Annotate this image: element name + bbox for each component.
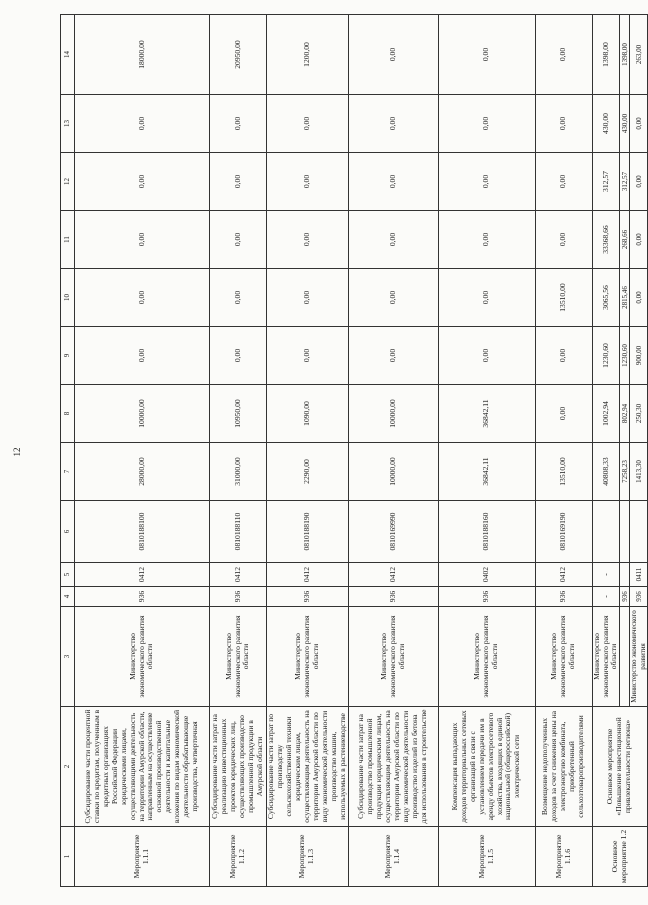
cell-year-value: 0,00 — [630, 153, 648, 211]
measure-name: Компенсация выпадающих доходов территориальных сетевых организаций в связи с установлением передачи им в аренду объектов электросетевого хозяйства, входящих в единой национальной (общероссийской) электрической сети — [438, 707, 535, 827]
cell-year-value: 0,00 — [438, 95, 535, 153]
cell-section — [620, 563, 630, 587]
responsible-ministry: Министерство экономического развития области — [535, 607, 592, 707]
cell-year-value: 1002,94 — [592, 385, 620, 443]
measure-name: Возмещение недополученных доходов за счет снижения цены на электроэнергию комбината, приобретенный сельхозтоваропроизводителями — [535, 707, 592, 827]
measure-name: Субсидирование части затрат по производству сельскохозяйственной техники юридическим лицам, осуществляющим деятельность на территории Амурской области по виду экономической деятельности производство машин, используемых в растениеводстве — [267, 707, 349, 827]
cell-year-value: 0,00 — [267, 153, 349, 211]
column-number: 1 — [61, 827, 75, 887]
cell-total: 1413,30 — [630, 443, 648, 501]
rotated-table-container — [60, 15, 647, 887]
column-number: 13 — [61, 95, 75, 153]
cell-year-value: 0,00 — [210, 211, 267, 269]
table-row — [267, 15, 349, 887]
cell-year-value: 13510,00 — [535, 269, 592, 327]
cell-grbs: 936 — [630, 587, 648, 607]
cell-year-value: 0,00 — [75, 95, 210, 153]
cell-year-value: 1398,00 — [620, 15, 630, 95]
cell-year-value: 0,00 — [267, 327, 349, 385]
table-row — [210, 15, 267, 887]
cell-year-value: 0,00 — [75, 153, 210, 211]
cell-year-value: 18000,00 — [75, 15, 210, 95]
column-number-row — [61, 15, 75, 887]
measure-number: Мероприятие 1.1.3 — [267, 827, 349, 887]
cell-year-value: 250,30 — [630, 385, 648, 443]
cell-target-article: 0810188110 — [210, 501, 267, 563]
responsible-ministry: Министерство экономического развития области — [75, 607, 210, 707]
page-number: 12 — [12, 447, 22, 457]
cell-year-value: 0,00 — [535, 153, 592, 211]
column-number: 8 — [61, 385, 75, 443]
column-number: 5 — [61, 563, 75, 587]
cell-grbs: - — [592, 587, 620, 607]
cell-year-value: 0,00 — [348, 327, 438, 385]
cell-year-value: 0,00 — [535, 95, 592, 153]
responsible-ministry: Министерство экономического развития области — [210, 607, 267, 707]
cell-year-value: 0,00 — [630, 95, 648, 153]
column-number: 9 — [61, 327, 75, 385]
cell-grbs: 936 — [210, 587, 267, 607]
column-number: 11 — [61, 211, 75, 269]
budget-table — [60, 14, 648, 887]
cell-year-value: 0,00 — [438, 327, 535, 385]
cell-total: 2290,00 — [267, 443, 349, 501]
cell-year-value: 36842,11 — [438, 385, 535, 443]
measure-number: Мероприятие 1.1.4 — [348, 827, 438, 887]
cell-year-value: 2815,46 — [620, 269, 630, 327]
cell-target-article: 0810188190 — [267, 501, 349, 563]
column-number: 2 — [61, 707, 75, 827]
cell-year-value: 0,00 — [438, 153, 535, 211]
measure-number: Мероприятие 1.1.5 — [438, 827, 535, 887]
cell-target-article — [620, 501, 630, 563]
table-row — [75, 15, 210, 887]
column-number: 4 — [61, 587, 75, 607]
cell-section: - — [592, 563, 620, 587]
cell-year-value: 10000,00 — [348, 385, 438, 443]
cell-year-value: 312,57 — [592, 153, 620, 211]
cell-grbs: 936 — [535, 587, 592, 607]
column-number: 7 — [61, 443, 75, 501]
column-number: 10 — [61, 269, 75, 327]
column-number: 14 — [61, 15, 75, 95]
cell-year-value: 3065,56 — [592, 269, 620, 327]
cell-total: 13510,00 — [535, 443, 592, 501]
responsible-ministry: Министерство экономического развития области — [592, 607, 620, 707]
cell-year-value: 0,00 — [210, 153, 267, 211]
responsible-ministry — [620, 607, 630, 707]
cell-year-value: 0,00 — [210, 327, 267, 385]
cell-year-value: 0,00 — [535, 385, 592, 443]
cell-grbs: 936 — [267, 587, 349, 607]
measure-name: Субсидирование части затрат на производство промышленной продукции юридическим лицам, осуществляющим деятельность на территории Амурской области по виду экономической деятельности производство изделий из бетона для использования в строительстве — [348, 707, 438, 827]
cell-grbs: 936 — [348, 587, 438, 607]
cell-section: 0412 — [348, 563, 438, 587]
cell-year-value: 0,00 — [348, 269, 438, 327]
table-row — [592, 15, 620, 887]
measure-number: Мероприятие 1.1.6 — [535, 827, 592, 887]
cell-year-value: 0,00 — [348, 15, 438, 95]
cell-year-value: 0,00 — [75, 269, 210, 327]
measure-name: Субсидирование части затрат на реализацию инвестиционных проектов юридических лиц, осуществляющих производство промышленной продукции в Амурской области — [210, 707, 267, 827]
cell-year-value: 0,00 — [75, 211, 210, 269]
cell-total: 40808,33 — [592, 443, 620, 501]
measure-number: Мероприятие 1.1.1 — [75, 827, 210, 887]
measure-number: Мероприятие 1.1.2 — [210, 827, 267, 887]
cell-year-value: 0,00 — [630, 211, 648, 269]
cell-year-value: 900,00 — [630, 327, 648, 385]
cell-year-value: 1200,00 — [267, 15, 349, 95]
cell-section: 0412 — [210, 563, 267, 587]
cell-total: 36842,11 — [438, 443, 535, 501]
cell-year-value: 20950,00 — [210, 15, 267, 95]
cell-total: 31000,00 — [210, 443, 267, 501]
cell-target-article: 0810188100 — [75, 501, 210, 563]
measure-name: Субсидирование части процентной ставки по кредитам, полученным в кредитных организациях Российской Федерации юридическими лицами, осуществляющими деятельность на территории Амурской области, направленным на осуществление основной производственной деятельности и капитальные вложения по видам экономической деятельности обрабатывающие производства, четвертичная — [75, 707, 210, 827]
cell-year-value: 10950,00 — [210, 385, 267, 443]
cell-year-value: 802,94 — [620, 385, 630, 443]
responsible-ministry: Министерство экономического развития области — [348, 607, 438, 707]
cell-grbs: 936 — [438, 587, 535, 607]
table-row — [535, 15, 592, 887]
cell-year-value: 312,57 — [620, 153, 630, 211]
cell-year-value: 0,00 — [210, 95, 267, 153]
cell-year-value: 0,00 — [535, 327, 592, 385]
cell-year-value: 0,00 — [267, 269, 349, 327]
cell-target-article — [592, 501, 620, 563]
cell-grbs: 936 — [75, 587, 210, 607]
cell-section: 0411 — [630, 563, 648, 587]
cell-year-value: 33368,66 — [592, 211, 620, 269]
cell-year-value: 0,00 — [75, 327, 210, 385]
cell-year-value: 0,00 — [630, 269, 648, 327]
cell-year-value: 1090,00 — [267, 385, 349, 443]
cell-total: 10000,00 — [348, 443, 438, 501]
cell-total: 7258,23 — [620, 443, 630, 501]
responsible-ministry: Министерство экономического развития области — [438, 607, 535, 707]
column-number: 3 — [61, 607, 75, 707]
cell-section: 0412 — [267, 563, 349, 587]
measure-number: Основное мероприятие 1.2 — [592, 827, 647, 887]
cell-year-value: 430,00 — [592, 95, 620, 153]
cell-year-value: 0,00 — [267, 95, 349, 153]
column-number: 12 — [61, 153, 75, 211]
cell-target-article: 0810188160 — [438, 501, 535, 563]
cell-year-value: 0,00 — [210, 269, 267, 327]
cell-section: 0402 — [438, 563, 535, 587]
cell-year-value: 0,00 — [348, 95, 438, 153]
responsible-ministry: Министерство экономического развития — [630, 607, 648, 707]
column-number: 6 — [61, 501, 75, 563]
cell-section: 0412 — [535, 563, 592, 587]
cell-year-value: 0,00 — [438, 211, 535, 269]
cell-year-value: 0,00 — [438, 15, 535, 95]
table-row — [348, 15, 438, 887]
cell-year-value: 1230,60 — [620, 327, 630, 385]
responsible-ministry: Министерство экономического развития области — [267, 607, 349, 707]
cell-total: 28000,00 — [75, 443, 210, 501]
cell-year-value: 0,00 — [267, 211, 349, 269]
cell-year-value: 0,00 — [348, 211, 438, 269]
cell-year-value: 430,00 — [620, 95, 630, 153]
cell-year-value: 1230,60 — [592, 327, 620, 385]
cell-year-value: 0,00 — [438, 269, 535, 327]
cell-year-value: 0,00 — [535, 211, 592, 269]
cell-year-value: 0,00 — [348, 153, 438, 211]
cell-year-value: 263,00 — [630, 15, 648, 95]
table-row — [438, 15, 535, 887]
cell-year-value: 0,00 — [535, 15, 592, 95]
cell-grbs: 936 — [620, 587, 630, 607]
cell-year-value: 268,66 — [620, 211, 630, 269]
cell-target-article: 0810169990 — [348, 501, 438, 563]
cell-section: 0412 — [75, 563, 210, 587]
cell-year-value: 10000,00 — [75, 385, 210, 443]
cell-target-article — [630, 501, 648, 563]
cell-target-article: 0810169190 — [535, 501, 592, 563]
measure-name: Основное мероприятие «Повышение инвестиционной привлекательности региона» — [592, 707, 647, 827]
cell-year-value: 1398,00 — [592, 15, 620, 95]
